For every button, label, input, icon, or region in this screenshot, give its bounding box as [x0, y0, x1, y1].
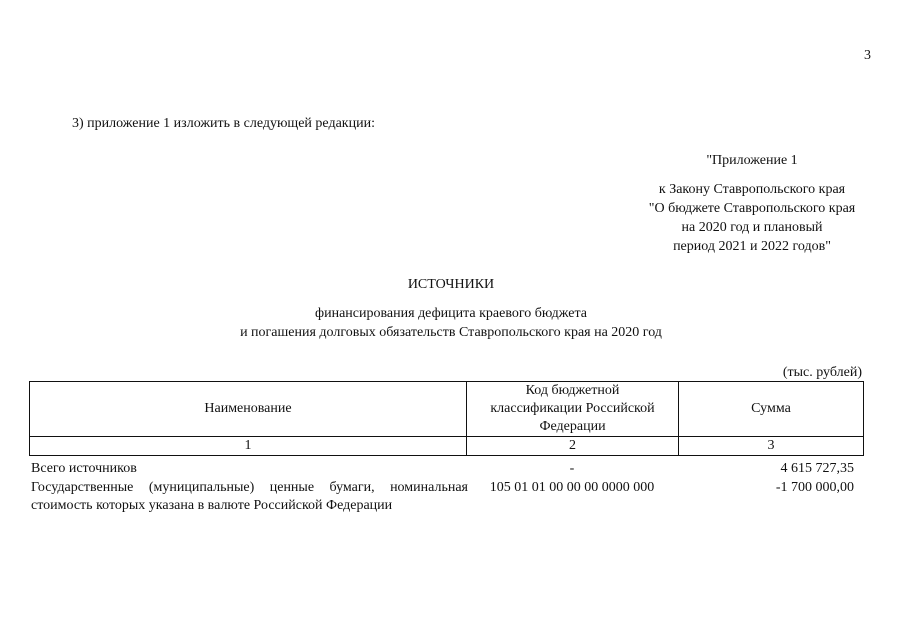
subtitle-line-1: финансирования дефицита краевого бюджета [315, 306, 587, 321]
subtitle-line-2: и погашения долговых обязательств Ставропольского края на 2020 год [240, 325, 662, 340]
document-title: ИСТОЧНИКИ [407, 277, 495, 292]
header-code-line-1: Код бюджетной [525, 383, 620, 398]
appendix-line-1: к Закону Ставропольского края [658, 182, 846, 197]
header-sum: Сумма [679, 382, 864, 437]
row-2-code: 105 01 01 00 00 00 0000 000 [489, 480, 655, 495]
units-label: (тыс. рублей) [782, 365, 862, 380]
column-number-2: 2 [467, 437, 679, 456]
page-number: 3 [864, 48, 871, 63]
row-2-name-line-1: Государственные (муниципальные) ценные бумаги, номинальная [31, 480, 468, 495]
column-number-3: 3 [679, 437, 864, 456]
appendix-line-3: на 2020 год и плановый [681, 220, 823, 235]
appendix-title: "Приложение 1 [706, 153, 798, 168]
header-code [467, 382, 679, 437]
header-code-line-3: Федерации [539, 419, 606, 434]
row-1-code: - [569, 461, 575, 476]
row-2-name-line-2: стоимость которых указана в валюте Российской Федерации [31, 498, 393, 513]
column-number-row [30, 437, 864, 456]
sources-table [29, 381, 864, 456]
header-name: Наименование [30, 382, 467, 437]
header-code-line-2: классификации Российской [490, 401, 655, 416]
column-number-1: 1 [30, 437, 467, 456]
row-1-name: Всего источников [31, 461, 137, 476]
intro-text: 3) приложение 1 изложить в следующей редакции: [72, 116, 375, 131]
row-1-sum: 4 615 727,35 [780, 461, 854, 476]
row-2-sum: -1 700 000,00 [775, 480, 854, 495]
appendix-line-2: "О бюджете Ставропольского края [648, 201, 856, 216]
table-header-row [30, 382, 864, 437]
appendix-line-4: период 2021 и 2022 годов" [673, 239, 831, 254]
